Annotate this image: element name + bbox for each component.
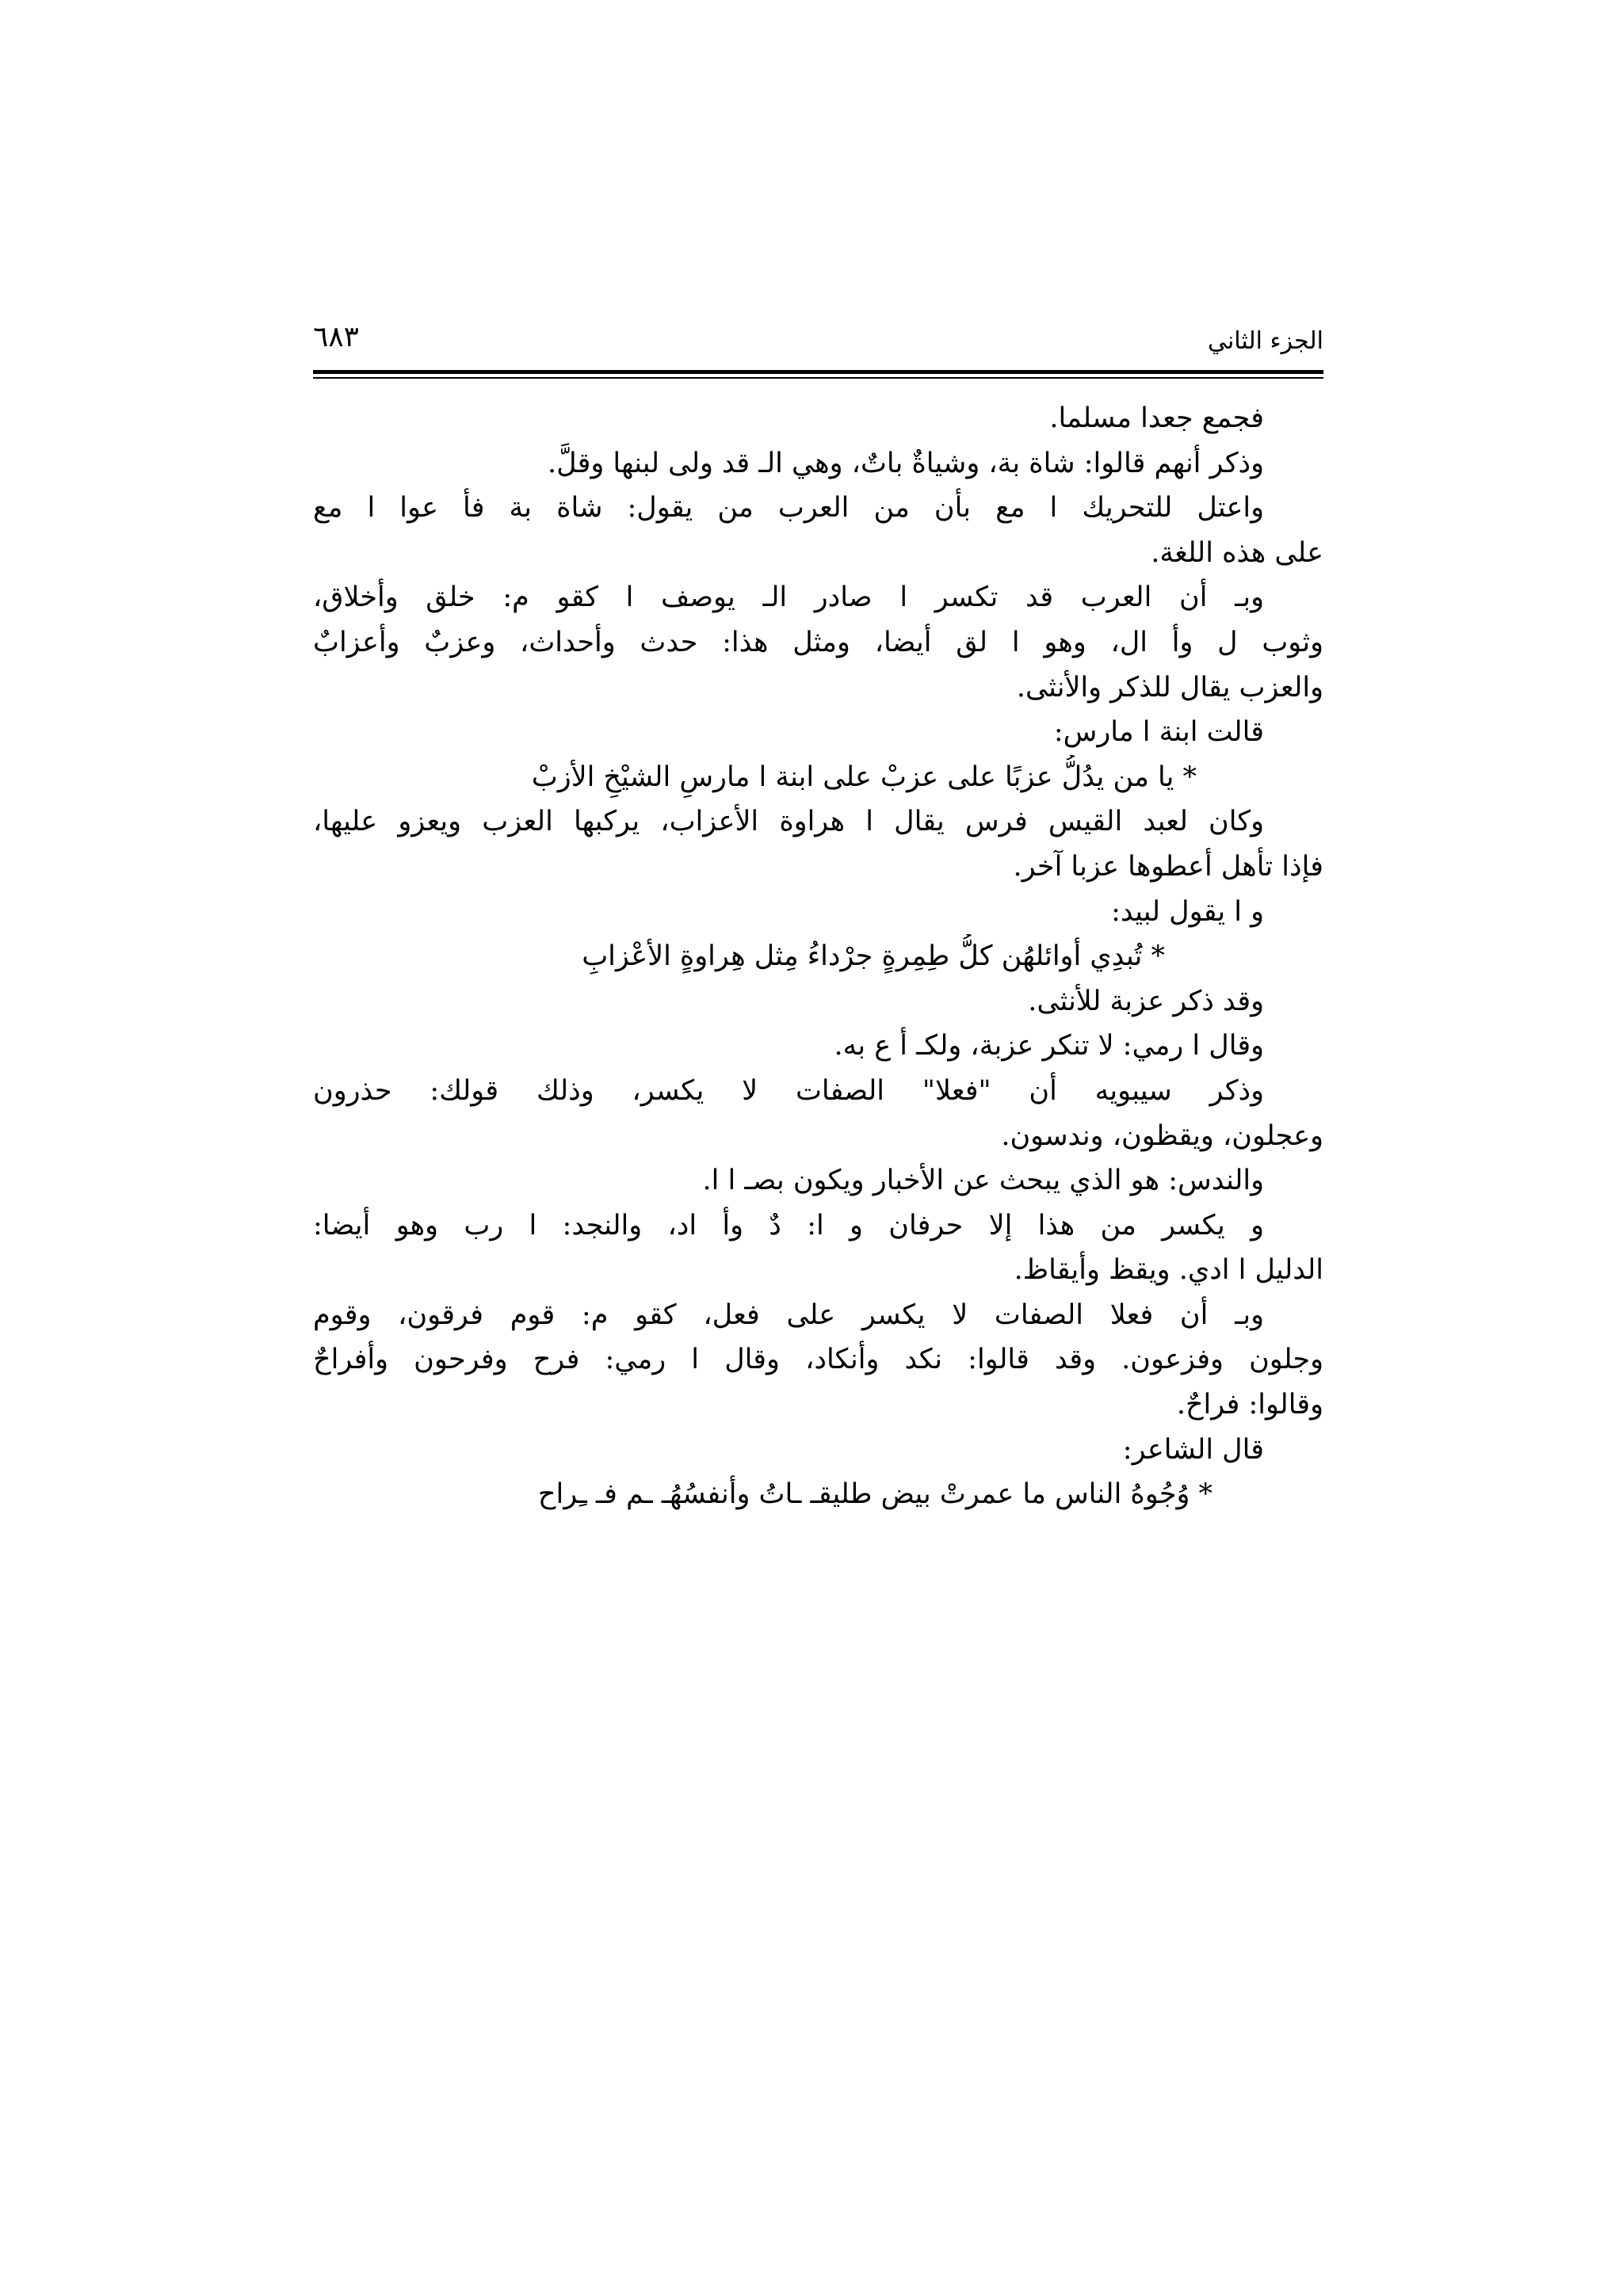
text-line: والعزب يقال للذكر والأنثى. [1016,671,1323,704]
text-line: وبـ أن العرب قد تكسر ا صادر الـ يوصف ا كقو م: خلق وأخلاق، [313,582,1264,614]
text-line: وقالوا: فراحٌ. [1176,1389,1323,1421]
text-line: وعجلون، ويقظون، وندسون. [1001,1119,1323,1152]
header-rule-thick [313,370,1323,374]
text-line: فجمع جعدا مسلما. [1049,402,1264,434]
text-line: وكان لعبد القيس فرس يقال ا هراوة الأعزاب، يركبها العزب ويعزو عليها، [313,806,1264,838]
text-line: وذكر سيبويه أن "فعلا" الصفات لا يكسر، وذلك قولك: حذرون [313,1074,1264,1107]
text-line: والندس: هو الذي يبحث عن الأخبار ويكون بصـ ا ا. [702,1165,1264,1197]
text-line: قال الشاعر: [1122,1433,1264,1466]
text-line: الدليل ا ادي. ويقظ وأيقاظ. [1014,1254,1323,1287]
text-line: فإذا تأهل أعطوها عزبا آخر. [1013,850,1323,883]
verse-line: * يا من يدُلُّ عزبًا على عزبْ على ابنة ا مارسِ الشيْخِ الأزبْ [531,761,1197,793]
verse-line: * وُجُوهُ الناس ما عمرتْ بيض طليقـ ـاتُ وأنفسُهُـ ـم فـ ـِراح [537,1478,1212,1511]
text-line: وقال ا رمي: لا تنكر عزبة، ولكـ أ ع به. [834,1030,1264,1062]
text-line: قالت ابنة ا مارس: [1053,716,1264,749]
header-rule-thin [313,377,1323,379]
verse-line: * تُبدِي أوائلهُن كلُّ طِمِرةٍ جرْداءُ مِثل هِراوةٍ الأعْزابِ [582,940,1165,973]
text-line: وبـ أن فعلا الصفات لا يكسر على فعل، كقو م: قوم فرقون، وقوم [313,1299,1264,1331]
text-line: وثوب ل وأ ال، وهو ا لق أيضا، ومثل هذا: حدث وأحداث، وعزبٌ وأعزابٌ [313,626,1323,658]
text-line: و ا يقول لبيد: [1111,895,1264,928]
page-header [313,321,1323,368]
text-line: على هذه اللغة. [1151,536,1323,569]
text-line: وذكر أنهم قالوا: شاة بة، وشياةٌ باتٌ، وهي الـ قد ولى لبنها وقلَّ. [548,447,1264,479]
text-line: و يكسر من هذا إلا حرفان و ا: دٌ وأ اد، والنجد: ا رب وهو أيضا: [313,1209,1264,1241]
running-title: الجزء الثاني [1207,327,1323,355]
text-line: وقد ذكر عزبة للأنثى. [1028,985,1264,1017]
body-text [313,396,1323,1517]
text-line: واعتل للتحريك ا مع بأن من العرب من يقول: شاة بة فأ عوا ا مع [313,492,1264,524]
page-number: ٦٨٣ [313,321,360,353]
text-line: وجلون وفزعون. وقد قالوا: نكد وأنكاد، وقال ا رمي: فرح وفرحون وأفراحٌ [313,1344,1323,1376]
